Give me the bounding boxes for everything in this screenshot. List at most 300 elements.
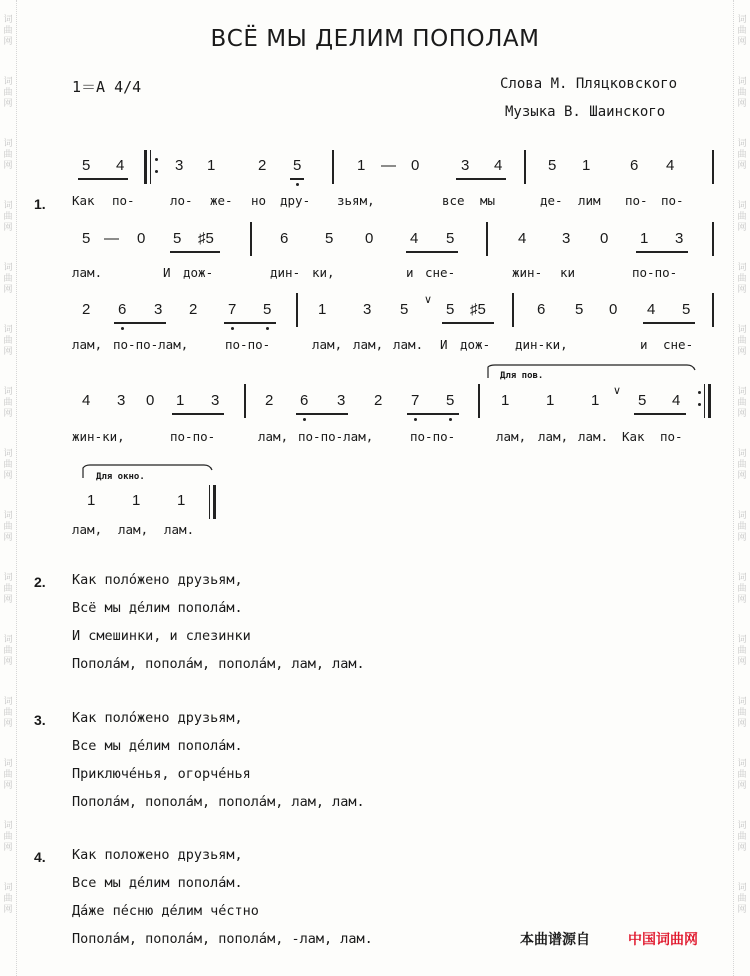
barline	[332, 150, 334, 184]
watermark-char: 曲	[737, 459, 747, 470]
verse-line: Пополáм, пополáм, пополáм, лам, лам.	[72, 656, 365, 672]
watermark-char: 网	[737, 160, 747, 171]
octave-dot	[296, 183, 299, 186]
watermark-strip-left	[0, 0, 17, 976]
repeat-end-barline	[708, 384, 711, 418]
beam	[172, 413, 224, 415]
beam	[442, 322, 494, 324]
note: 3	[211, 392, 220, 409]
lyric: лам,	[118, 522, 149, 537]
note: 3	[461, 157, 470, 174]
note: 6	[280, 230, 289, 247]
note: 3	[175, 157, 184, 174]
lyric: по-	[660, 429, 683, 444]
watermark-group	[734, 620, 750, 682]
watermark-char: 曲	[737, 707, 747, 718]
verse-line: Все мы дéлим пополáм.	[72, 738, 243, 754]
lyric: по-	[112, 193, 135, 208]
note: 3	[154, 301, 163, 318]
note: 5	[263, 301, 272, 318]
watermark-char: 网	[3, 284, 13, 295]
key-signature: 1＝A 4/4	[72, 78, 142, 96]
note: 5	[173, 230, 182, 247]
lyric: Как	[72, 193, 95, 208]
lyric: лам,	[258, 429, 289, 444]
lyric: дин-ки,	[515, 337, 568, 352]
note: 7	[411, 392, 420, 409]
source-prefix: 本曲谱源自	[520, 932, 590, 948]
breath-mark: ∨	[613, 385, 622, 397]
watermark-char: 词	[737, 820, 747, 831]
watermark-char: 词	[737, 572, 747, 583]
watermark-group	[734, 124, 750, 186]
note: 1	[546, 392, 555, 409]
lyric: сне-	[425, 265, 456, 280]
watermark-group	[0, 682, 16, 744]
watermark-char: 曲	[3, 273, 13, 284]
watermark-char: 曲	[3, 831, 13, 842]
watermark-group	[734, 434, 750, 496]
watermark-char: 曲	[3, 87, 13, 98]
verse-line: Приключéнья, огорчéнья	[72, 766, 251, 782]
barline	[486, 222, 488, 256]
note: 2	[258, 157, 267, 174]
music-credit: Музыка В. Шаинского	[505, 104, 666, 120]
watermark-group	[734, 868, 750, 930]
lyric: по-по-	[225, 337, 271, 352]
note: 2	[265, 392, 274, 409]
note: 1	[591, 392, 600, 409]
note: 1	[582, 157, 591, 174]
note: 1	[87, 492, 96, 509]
beam	[456, 178, 506, 180]
watermark-group	[734, 558, 750, 620]
watermark-char: 曲	[3, 893, 13, 904]
watermark-char: 词	[3, 200, 13, 211]
watermark-char: 词	[737, 882, 747, 893]
watermark-char: 网	[3, 656, 13, 667]
watermark-char: 词	[737, 200, 747, 211]
lyrics-credit: Слова М. Пляцковского	[500, 76, 678, 92]
watermark-group	[0, 868, 16, 930]
watermark-group	[0, 372, 16, 434]
beam	[406, 251, 458, 253]
lyric: ки,	[312, 265, 335, 280]
watermark-group	[734, 496, 750, 558]
lyric: лам,	[353, 337, 384, 352]
watermark-char: 曲	[737, 25, 747, 36]
verse-line: Как положено друзьям,	[72, 847, 243, 863]
watermark-group	[0, 186, 16, 248]
watermark-group	[0, 124, 16, 186]
watermark-char: 词	[3, 758, 13, 769]
note: 0	[365, 230, 374, 247]
watermark-char: 网	[737, 408, 747, 419]
watermark-char: 曲	[737, 583, 747, 594]
beam	[170, 251, 220, 253]
note: 1	[501, 392, 510, 409]
verse-line: И смешинки, и слезинки	[72, 628, 251, 644]
watermark-char: 网	[3, 470, 13, 481]
lyric: по-по-	[170, 429, 216, 444]
note: 4	[494, 157, 503, 174]
watermark-char: 曲	[737, 893, 747, 904]
note: 4	[672, 392, 681, 409]
note: 5	[82, 157, 91, 174]
lyric: дру-	[280, 193, 311, 208]
octave-dot	[231, 327, 234, 330]
barline	[150, 150, 151, 184]
beam	[290, 178, 304, 180]
volta-label: Для пов.	[500, 371, 544, 381]
watermark-char: 曲	[737, 769, 747, 780]
breath-mark: ∨	[424, 294, 433, 306]
lyric: зьям,	[337, 193, 375, 208]
note: 5	[446, 230, 455, 247]
note: 4	[518, 230, 527, 247]
lyric: по-по-	[632, 265, 678, 280]
lyric: дож-	[183, 265, 214, 280]
final-barline	[213, 485, 216, 519]
watermark-char: 词	[3, 386, 13, 397]
watermark-group	[734, 682, 750, 744]
watermark-char: 词	[3, 138, 13, 149]
watermark-char: 网	[3, 594, 13, 605]
lyric: жин-	[512, 265, 543, 280]
page-title: ВСЁ МЫ ДЕЛИМ ПОПОЛАМ	[210, 26, 540, 52]
watermark-char: 曲	[737, 397, 747, 408]
watermark-char: 曲	[3, 25, 13, 36]
note: 5	[400, 301, 409, 318]
repeat-start-barline	[144, 150, 147, 184]
note: 4	[647, 301, 656, 318]
barline	[296, 293, 298, 327]
note: 3	[562, 230, 571, 247]
verse-line: Пополáм, пополáм, пополáм, -лам, лам.	[72, 931, 373, 947]
lyric: по-по-лам,	[113, 337, 189, 352]
watermark-char: 网	[3, 842, 13, 853]
watermark-char: 词	[3, 696, 13, 707]
note: 6	[300, 392, 309, 409]
verse-line: Как полóжено друзьям,	[72, 572, 243, 588]
note: 1	[318, 301, 327, 318]
note: 2	[374, 392, 383, 409]
note: 6	[630, 157, 639, 174]
watermark-char: 网	[3, 718, 13, 729]
lyric: де-	[540, 193, 563, 208]
verse-number: 4.	[34, 849, 46, 865]
lyric: же-	[210, 193, 233, 208]
watermark-char: 曲	[3, 335, 13, 346]
note: 3	[675, 230, 684, 247]
verse-line: Всё мы дéлим пополáм.	[72, 600, 243, 616]
watermark-char: 曲	[737, 335, 747, 346]
verse-line: Дáже пéсню дéлим чéстно	[72, 903, 259, 919]
watermark-char: 曲	[3, 149, 13, 160]
verse-line: Пополáм, пополáм, пополáм, лам, лам.	[72, 794, 365, 810]
octave-dot	[414, 418, 417, 421]
lyric: ки	[560, 265, 576, 280]
octave-dot	[449, 418, 452, 421]
watermark-char: 网	[3, 160, 13, 171]
lyric: но	[251, 193, 267, 208]
note: 6	[118, 301, 127, 318]
watermark-char: 词	[3, 14, 13, 25]
watermark-group	[734, 806, 750, 868]
note: 3	[363, 301, 372, 318]
lyric: лам.	[72, 265, 103, 280]
note: 5	[446, 301, 455, 318]
watermark-group	[734, 248, 750, 310]
watermark-char: 词	[3, 572, 13, 583]
watermark-char: 曲	[3, 645, 13, 656]
note: 5	[325, 230, 334, 247]
note: 5	[682, 301, 691, 318]
note: 1	[357, 157, 366, 174]
watermark-char: 网	[737, 656, 747, 667]
barline	[244, 384, 246, 418]
watermark-char: 词	[3, 820, 13, 831]
note: 5	[638, 392, 647, 409]
watermark-group	[0, 62, 16, 124]
volta-label: Для окно.	[96, 472, 145, 482]
watermark-group	[734, 310, 750, 372]
watermark-char: 词	[3, 882, 13, 893]
watermark-char: 网	[737, 36, 747, 47]
lyric: лам,	[72, 522, 103, 537]
watermark-char: 网	[3, 346, 13, 357]
watermark-group	[0, 620, 16, 682]
watermark-char: 词	[3, 324, 13, 335]
verse-line: Все мы дéлим пополáм.	[72, 875, 243, 891]
beam	[296, 413, 348, 415]
watermark-char: 网	[3, 98, 13, 109]
lyric: лам.	[164, 522, 195, 537]
watermark-char: 曲	[737, 645, 747, 656]
watermark-group	[0, 434, 16, 496]
watermark-char: 网	[737, 470, 747, 481]
lyric: дож-	[460, 337, 491, 352]
note: 1	[640, 230, 649, 247]
watermark-char: 曲	[3, 397, 13, 408]
octave-dot	[121, 327, 124, 330]
lyric: лам.	[578, 429, 609, 444]
barline	[704, 384, 705, 418]
note: 1	[177, 492, 186, 509]
watermark-char: 曲	[3, 521, 13, 532]
beam	[643, 322, 695, 324]
watermark-char: 网	[737, 780, 747, 791]
note: 7	[228, 301, 237, 318]
watermark-group	[0, 806, 16, 868]
lyric: по-	[661, 193, 684, 208]
lyric: по-по-лам,	[298, 429, 374, 444]
watermark-char: 网	[3, 36, 13, 47]
note: 4	[410, 230, 419, 247]
note: 5	[293, 157, 302, 174]
note: —	[104, 230, 119, 247]
barline	[250, 222, 252, 256]
verse-line: Как полóжено друзьям,	[72, 710, 243, 726]
note: 6	[537, 301, 546, 318]
watermark-char: 词	[737, 634, 747, 645]
watermark-char: 网	[3, 408, 13, 419]
note: 5	[548, 157, 557, 174]
lyric: по-	[625, 193, 648, 208]
watermark-group	[734, 744, 750, 806]
repeat-dot	[155, 170, 158, 173]
watermark-char: 网	[737, 904, 747, 915]
watermark-group	[0, 558, 16, 620]
watermark-strip-right	[733, 0, 750, 976]
note: 1	[132, 492, 141, 509]
note: 4	[116, 157, 125, 174]
watermark-char: 曲	[737, 149, 747, 160]
beam	[407, 413, 459, 415]
watermark-char: 曲	[3, 769, 13, 780]
watermark-group	[734, 372, 750, 434]
watermark-char: 网	[3, 904, 13, 915]
watermark-char: 曲	[737, 521, 747, 532]
watermark-char: 网	[737, 842, 747, 853]
beam	[78, 178, 128, 180]
watermark-group	[734, 62, 750, 124]
watermark-group	[0, 310, 16, 372]
note: 5	[446, 392, 455, 409]
watermark-char: 词	[737, 262, 747, 273]
lyric: и	[640, 337, 648, 352]
lyric: и	[406, 265, 414, 280]
lyric: по-по-	[410, 429, 456, 444]
note: 1	[207, 157, 216, 174]
watermark-group	[0, 496, 16, 558]
barline	[712, 150, 714, 184]
watermark-group	[0, 248, 16, 310]
watermark-char: 词	[3, 76, 13, 87]
watermark-group	[0, 744, 16, 806]
note: ♯5	[198, 230, 214, 247]
octave-dot	[266, 327, 269, 330]
note: ♯5	[470, 301, 486, 318]
lyric: лим	[578, 193, 601, 208]
watermark-char: 词	[737, 324, 747, 335]
lyric: лам.	[393, 337, 424, 352]
repeat-dot	[698, 403, 701, 406]
lyric: лам,	[312, 337, 343, 352]
lyric: все	[442, 193, 465, 208]
beam	[224, 322, 276, 324]
lyric: сне-	[663, 337, 694, 352]
watermark-char: 词	[737, 448, 747, 459]
lyric: мы	[480, 193, 496, 208]
repeat-dot	[698, 391, 701, 394]
repeat-dot	[155, 158, 158, 161]
barline	[209, 485, 210, 519]
watermark-char: 网	[737, 532, 747, 543]
octave-dot	[303, 418, 306, 421]
note: —	[381, 157, 396, 174]
note: 4	[82, 392, 91, 409]
watermark-char: 曲	[3, 583, 13, 594]
watermark-char: 网	[737, 594, 747, 605]
watermark-char: 词	[737, 14, 747, 25]
beam	[114, 322, 166, 324]
watermark-char: 曲	[737, 211, 747, 222]
note: 2	[82, 301, 91, 318]
watermark-char: 网	[737, 284, 747, 295]
watermark-char: 词	[3, 634, 13, 645]
beam	[636, 251, 688, 253]
watermark-char: 曲	[3, 211, 13, 222]
watermark-char: 词	[3, 448, 13, 459]
watermark-char: 词	[737, 138, 747, 149]
note: 3	[337, 392, 346, 409]
note: 3	[117, 392, 126, 409]
watermark-char: 曲	[737, 87, 747, 98]
lyric: дин-	[270, 265, 301, 280]
watermark-char: 网	[737, 222, 747, 233]
note: 1	[176, 392, 185, 409]
watermark-char: 词	[737, 510, 747, 521]
watermark-char: 词	[737, 696, 747, 707]
watermark-char: 曲	[737, 831, 747, 842]
beam	[634, 413, 686, 415]
watermark-char: 词	[737, 76, 747, 87]
lyric: лам,	[496, 429, 527, 444]
lyric: Как	[622, 429, 645, 444]
watermark-char: 词	[3, 262, 13, 273]
barline	[712, 222, 714, 256]
watermark-char: 网	[737, 718, 747, 729]
verse-number: 3.	[34, 712, 46, 728]
note: 0	[146, 392, 155, 409]
barline	[712, 293, 714, 327]
watermark-char: 词	[737, 386, 747, 397]
note: 0	[609, 301, 618, 318]
lyric: И	[163, 265, 171, 280]
watermark-char: 曲	[3, 707, 13, 718]
barline	[512, 293, 514, 327]
lyric: И	[440, 337, 448, 352]
verse-number: 1.	[34, 196, 46, 212]
verse-number: 2.	[34, 574, 46, 590]
lyric: лам,	[538, 429, 569, 444]
note: 0	[137, 230, 146, 247]
note: 0	[411, 157, 420, 174]
watermark-char: 网	[3, 222, 13, 233]
note: 5	[82, 230, 91, 247]
note: 2	[189, 301, 198, 318]
watermark-char: 词	[3, 510, 13, 521]
lyric: ло-	[170, 193, 193, 208]
watermark-char: 网	[737, 98, 747, 109]
note: 0	[600, 230, 609, 247]
watermark-group	[734, 186, 750, 248]
lyric: лам,	[72, 337, 103, 352]
note: 4	[666, 157, 675, 174]
watermark-char: 网	[3, 780, 13, 791]
barline	[478, 384, 480, 418]
watermark-char: 网	[737, 346, 747, 357]
note: 5	[575, 301, 584, 318]
source-site-link[interactable]: 中国词曲网	[628, 932, 698, 948]
watermark-char: 曲	[3, 459, 13, 470]
watermark-char: 网	[3, 532, 13, 543]
lyric: жин-ки,	[72, 429, 125, 444]
barline	[524, 150, 526, 184]
watermark-char: 曲	[737, 273, 747, 284]
watermark-char: 词	[737, 758, 747, 769]
